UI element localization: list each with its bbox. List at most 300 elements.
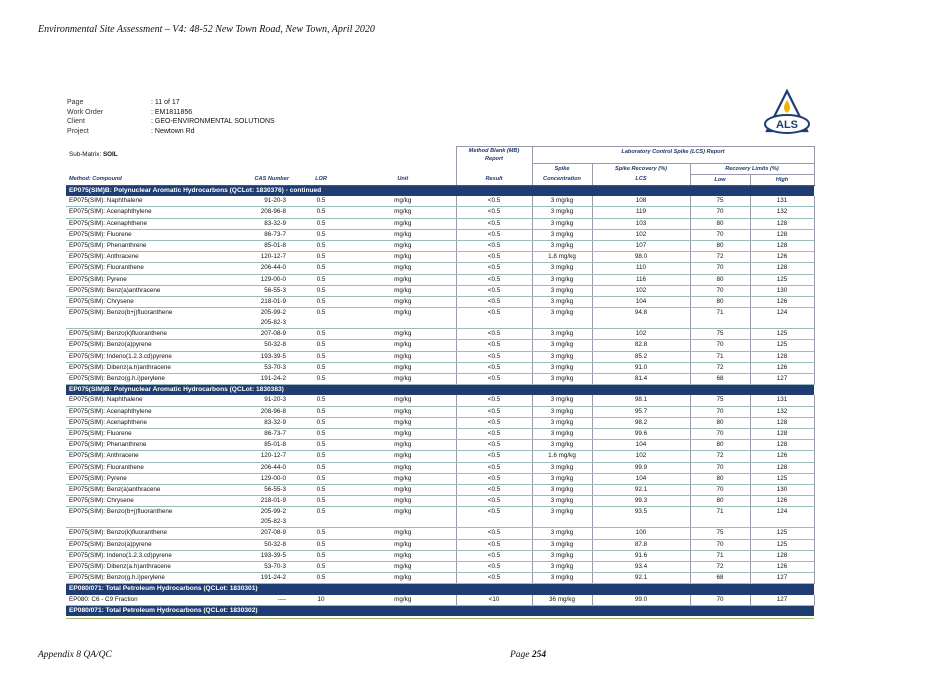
cas-number: 129-00-0 [260, 275, 286, 283]
result-cell: <0.5 [456, 263, 532, 274]
compound-cell: EP075(SIM): Naphthalene [66, 196, 236, 207]
high-cell: 130 [750, 484, 814, 495]
lcs-cell: 104 [592, 440, 690, 451]
lor-cell: 0.5 [292, 229, 350, 240]
unit-cell: mg/kg [350, 428, 456, 439]
cas-cell [236, 308, 292, 329]
unit-cell: mg/kg [350, 573, 456, 584]
table-row [66, 263, 814, 274]
cas-cell [236, 252, 292, 263]
lor-cell: 0.5 [292, 207, 350, 218]
low-cell: 70 [690, 462, 750, 473]
table-row [66, 351, 814, 362]
concentration-cell: 36 mg/kg [532, 595, 592, 606]
concentration-cell: 3 mg/kg [532, 240, 592, 251]
compound-cell: EP075(SIM): Fluorene [66, 428, 236, 439]
result-cell: <0.5 [456, 351, 532, 362]
cas-cell [236, 451, 292, 462]
low-cell: 71 [690, 351, 750, 362]
cas-number: 56-55-3 [264, 286, 286, 294]
concentration-cell: 3 mg/kg [532, 274, 592, 285]
lor-cell: 0.5 [292, 507, 350, 528]
compound-cell: EP075(SIM): Benzo(k)fluoranthene [66, 528, 236, 539]
lor-cell: 0.5 [292, 274, 350, 285]
high-cell: 131 [750, 395, 814, 406]
low-cell: 80 [690, 417, 750, 428]
lcs-cell: 91.6 [592, 550, 690, 561]
compound-cell: EP075(SIM): Indeno(1.2.3.cd)pyrene [66, 550, 236, 561]
high-cell: 125 [750, 274, 814, 285]
section-header [66, 584, 814, 595]
report-meta [67, 98, 275, 136]
lor-cell: 0.5 [292, 252, 350, 263]
cas-number: 85-01-8 [264, 242, 286, 250]
low-cell: 70 [690, 340, 750, 351]
method-blank-header [456, 147, 532, 164]
table-row [66, 395, 814, 406]
result-cell: <0.5 [456, 484, 532, 495]
table-row [66, 406, 814, 417]
low-cell: 70 [690, 539, 750, 550]
cas-number: 207-08-9 [260, 330, 286, 338]
high-cell: 126 [750, 451, 814, 462]
result-cell: <0.5 [456, 507, 532, 528]
als-logo [762, 88, 812, 138]
table-row [66, 428, 814, 439]
low-cell: 70 [690, 263, 750, 274]
col-result: Result [456, 174, 532, 185]
sub-matrix-label: Sub-Matrix: [69, 150, 102, 158]
result-cell: <0.5 [456, 451, 532, 462]
document-header: Environmental Site Assessment – V4: 48-52 New Town Road, New Town, April 2020 [38, 24, 375, 35]
lcs-cell: 82.8 [592, 340, 690, 351]
compound-cell: EP075(SIM): Dibenz(a.h)anthracene [66, 362, 236, 373]
footer-page-number: 254 [531, 650, 547, 660]
cas-number: 91-20-3 [264, 396, 286, 404]
compound-cell: EP075(SIM): Acenaphthene [66, 218, 236, 229]
logo-text: ALS [776, 119, 798, 131]
concentration-cell: 3 mg/kg [532, 428, 592, 439]
compound-cell: EP075(SIM): Anthracene [66, 451, 236, 462]
low-cell: 70 [690, 285, 750, 296]
unit-cell: mg/kg [350, 373, 456, 384]
high-cell: 128 [750, 550, 814, 561]
cas-cell [236, 395, 292, 406]
lor-cell: 0.5 [292, 340, 350, 351]
lor-cell: 0.5 [292, 285, 350, 296]
subgroup-header-row [66, 163, 814, 174]
section-title: EP075(SIM)B: Polynuclear Aromatic Hydrocarbons (QCLot: 1830383) [66, 385, 814, 396]
lcs-cell: 92.1 [592, 484, 690, 495]
cas-number: 83-32-9 [264, 418, 286, 426]
compound-cell: EP075(SIM): Chrysene [66, 296, 236, 307]
lor-cell: 0.5 [292, 473, 350, 484]
result-cell: <0.5 [456, 528, 532, 539]
concentration-cell: 3 mg/kg [532, 550, 592, 561]
concentration-cell: 1.8 mg/kg [532, 252, 592, 263]
concentration-cell: 3 mg/kg [532, 263, 592, 274]
high-cell: 127 [750, 573, 814, 584]
unit-cell: mg/kg [350, 274, 456, 285]
low-cell: 70 [690, 484, 750, 495]
low-cell: 80 [690, 218, 750, 229]
table-row [66, 274, 814, 285]
cas-number: 91-20-3 [264, 197, 286, 205]
low-cell: 75 [690, 528, 750, 539]
unit-cell: mg/kg [350, 417, 456, 428]
compound-cell: EP075(SIM): Benzo(b+j)fluoranthene [66, 308, 236, 329]
footer-divider [66, 618, 814, 619]
sub-matrix [66, 147, 236, 164]
table-row [66, 308, 814, 329]
table-row [66, 550, 814, 561]
table-row [66, 207, 814, 218]
col-low: Low [690, 174, 750, 185]
unit-cell: mg/kg [350, 496, 456, 507]
lor-cell: 0.5 [292, 218, 350, 229]
lcs-report-header: Laboratory Control Spike (LCS) Report [532, 147, 814, 164]
high-cell: 128 [750, 240, 814, 251]
low-cell: 70 [690, 229, 750, 240]
cas-number: 206-44-0 [260, 264, 286, 272]
result-cell: <0.5 [456, 539, 532, 550]
footer-page-label: Page [510, 650, 530, 660]
footer-page [510, 650, 546, 660]
concentration-cell: 3 mg/kg [532, 496, 592, 507]
lcs-cell: 95.7 [592, 406, 690, 417]
cas-cell [236, 207, 292, 218]
cas-number: 218-01-9 [260, 298, 286, 306]
compound-cell: EP075(SIM): Fluoranthene [66, 462, 236, 473]
unit-cell: mg/kg [350, 395, 456, 406]
lor-cell: 0.5 [292, 240, 350, 251]
high-cell: 128 [750, 351, 814, 362]
table-row [66, 562, 814, 573]
concentration-cell: 3 mg/kg [532, 462, 592, 473]
cas-cell [236, 285, 292, 296]
group-header-row [66, 147, 814, 164]
section-header [66, 385, 814, 396]
unit-cell: mg/kg [350, 451, 456, 462]
lcs-cell: 108 [592, 196, 690, 207]
unit-cell: mg/kg [350, 263, 456, 274]
lcs-cell: 93.4 [592, 562, 690, 573]
low-cell: 68 [690, 373, 750, 384]
unit-cell: mg/kg [350, 440, 456, 451]
concentration-cell: 1.6 mg/kg [532, 451, 592, 462]
table-row [66, 496, 814, 507]
meta-value: : EM1811856 [151, 108, 193, 116]
low-cell: 68 [690, 573, 750, 584]
cas-number: 191-24-2 [260, 574, 286, 582]
low-cell: 80 [690, 440, 750, 451]
cas-number: 120-12-7 [260, 253, 286, 261]
lcs-cell: 98.0 [592, 252, 690, 263]
meta-key: Work Order [67, 108, 104, 116]
cas-number: 218-01-9 [260, 497, 286, 505]
lcs-cell: 85.2 [592, 351, 690, 362]
low-cell: 80 [690, 274, 750, 285]
concentration-cell: 3 mg/kg [532, 296, 592, 307]
compound-cell: EP075(SIM): Benzo(a)pyrene [66, 539, 236, 550]
unit-cell: mg/kg [350, 218, 456, 229]
compound-cell: EP075(SIM): Naphthalene [66, 395, 236, 406]
meta-key: Project [67, 127, 89, 135]
lcs-cell: 98.1 [592, 395, 690, 406]
low-cell: 80 [690, 473, 750, 484]
compound-cell: EP075(SIM): Chrysene [66, 496, 236, 507]
concentration-cell: 3 mg/kg [532, 373, 592, 384]
cas-number: 53-70-3 [264, 363, 286, 371]
compound-cell: EP075(SIM): Acenaphthylene [66, 406, 236, 417]
concentration-cell: 3 mg/kg [532, 308, 592, 329]
lcs-cell: 102 [592, 329, 690, 340]
unit-cell: mg/kg [350, 296, 456, 307]
col-concentration: Concentration [532, 174, 592, 185]
method-blank-report: Report [484, 156, 504, 162]
high-cell: 130 [750, 285, 814, 296]
cas-cell [236, 539, 292, 550]
lcs-cell: 103 [592, 218, 690, 229]
lcs-cell: 92.1 [592, 573, 690, 584]
cas-cell [236, 296, 292, 307]
result-cell: <0.5 [456, 308, 532, 329]
meta-work-order [67, 108, 275, 118]
high-cell: 127 [750, 595, 814, 606]
cas-cell [236, 595, 292, 606]
compound-cell: EP075(SIM): Acenaphthylene [66, 207, 236, 218]
cas-cell [236, 462, 292, 473]
unit-cell: mg/kg [350, 340, 456, 351]
cas-number: 207-08-9 [260, 529, 286, 537]
compound-cell: EP075(SIM): Benzo(b+j)fluoranthene [66, 507, 236, 528]
cas-cell [236, 373, 292, 384]
unit-cell: mg/kg [350, 406, 456, 417]
compound-cell: EP075(SIM): Anthracene [66, 252, 236, 263]
high-cell: 132 [750, 406, 814, 417]
compound-cell: EP075(SIM): Benzo(g.h.i)perylene [66, 573, 236, 584]
result-cell: <0.5 [456, 406, 532, 417]
table-row [66, 440, 814, 451]
cas-number-secondary: 205-82-3 [260, 518, 286, 526]
unit-cell: mg/kg [350, 484, 456, 495]
high-cell: 126 [750, 296, 814, 307]
low-cell: 72 [690, 252, 750, 263]
table-row [66, 252, 814, 263]
high-cell: 126 [750, 252, 814, 263]
concentration-cell: 3 mg/kg [532, 285, 592, 296]
lor-cell: 0.5 [292, 362, 350, 373]
result-cell: <0.5 [456, 329, 532, 340]
footer-appendix: Appendix 8 QA/QC [38, 650, 112, 660]
concentration-cell: 3 mg/kg [532, 562, 592, 573]
lor-cell: 0.5 [292, 373, 350, 384]
result-cell: <0.5 [456, 274, 532, 285]
high-cell: 127 [750, 373, 814, 384]
concentration-cell: 3 mg/kg [532, 196, 592, 207]
lcs-cell: 98.2 [592, 417, 690, 428]
concentration-cell: 3 mg/kg [532, 229, 592, 240]
unit-cell: mg/kg [350, 562, 456, 573]
result-cell: <0.5 [456, 440, 532, 451]
compound-cell: EP075(SIM): Benzo(k)fluoranthene [66, 329, 236, 340]
compound-cell: EP075(SIM): Phenanthrene [66, 240, 236, 251]
table-row [66, 296, 814, 307]
lcs-cell: 102 [592, 229, 690, 240]
unit-cell: mg/kg [350, 528, 456, 539]
compound-cell: EP075(SIM): Indeno(1.2.3.cd)pyrene [66, 351, 236, 362]
compound-cell: EP075(SIM): Benzo(g.h.i)perylene [66, 373, 236, 384]
lcs-cell: 99.3 [592, 496, 690, 507]
high-cell: 132 [750, 207, 814, 218]
unit-cell: mg/kg [350, 473, 456, 484]
result-cell: <0.5 [456, 395, 532, 406]
concentration-cell: 3 mg/kg [532, 362, 592, 373]
low-cell: 70 [690, 595, 750, 606]
cas-number: 86-73-7 [264, 430, 286, 438]
unit-cell: mg/kg [350, 462, 456, 473]
lor-cell: 0.5 [292, 196, 350, 207]
cas-cell [236, 428, 292, 439]
table-row [66, 462, 814, 473]
table-row [66, 595, 814, 606]
lor-cell: 0.5 [292, 528, 350, 539]
col-high: High [750, 174, 814, 185]
cas-number: 86-73-7 [264, 230, 286, 238]
cas-number: 193-39-5 [260, 551, 286, 559]
result-cell: <0.5 [456, 496, 532, 507]
lcs-cell: 104 [592, 473, 690, 484]
concentration-cell: 3 mg/kg [532, 340, 592, 351]
cas-number-secondary: 205-82-3 [260, 319, 286, 327]
compound-cell: EP075(SIM): Dibenz(a.h)anthracene [66, 562, 236, 573]
high-cell: 125 [750, 539, 814, 550]
col-lcs: LCS [592, 174, 690, 185]
low-cell: 71 [690, 550, 750, 561]
table-row [66, 229, 814, 240]
unit-cell: mg/kg [350, 196, 456, 207]
cas-cell [236, 351, 292, 362]
cas-cell [236, 573, 292, 584]
lor-cell: 0.5 [292, 550, 350, 561]
table-row [66, 484, 814, 495]
cas-cell [236, 196, 292, 207]
concentration-cell: 3 mg/kg [532, 329, 592, 340]
unit-cell: mg/kg [350, 252, 456, 263]
cas-number: 205-99-2 [260, 508, 286, 516]
high-cell: 126 [750, 362, 814, 373]
high-cell: 128 [750, 462, 814, 473]
table-row [66, 539, 814, 550]
concentration-cell: 3 mg/kg [532, 484, 592, 495]
low-cell: 80 [690, 496, 750, 507]
concentration-cell: 3 mg/kg [532, 473, 592, 484]
table-row [66, 329, 814, 340]
low-cell: 71 [690, 507, 750, 528]
cas-number: ---- [277, 595, 286, 603]
high-cell: 124 [750, 308, 814, 329]
high-cell: 125 [750, 528, 814, 539]
lor-cell: 0.5 [292, 296, 350, 307]
compound-cell: EP075(SIM): Fluoranthene [66, 263, 236, 274]
cas-cell [236, 362, 292, 373]
meta-key: Page [67, 99, 84, 106]
result-cell: <0.5 [456, 562, 532, 573]
section-header [66, 605, 814, 616]
cas-number: 206-44-0 [260, 463, 286, 471]
unit-cell: mg/kg [350, 351, 456, 362]
result-cell: <0.5 [456, 207, 532, 218]
lcs-cell: 99.0 [592, 595, 690, 606]
concentration-cell: 3 mg/kg [532, 573, 592, 584]
table-row [66, 473, 814, 484]
cas-cell [236, 417, 292, 428]
low-cell: 72 [690, 451, 750, 462]
meta-key: Client [67, 118, 85, 126]
compound-cell: EP075(SIM): Phenanthrene [66, 440, 236, 451]
cas-cell [236, 440, 292, 451]
lcs-cell: 116 [592, 274, 690, 285]
method-blank-title: Method Blank (MB) [468, 148, 520, 154]
unit-cell: mg/kg [350, 362, 456, 373]
compound-cell: EP075(SIM): Pyrene [66, 274, 236, 285]
section-header [66, 185, 814, 196]
high-cell: 128 [750, 218, 814, 229]
cas-number: 83-32-9 [264, 219, 286, 227]
meta-client [67, 117, 275, 127]
cas-number: 50-32-8 [264, 341, 286, 349]
lor-cell: 0.5 [292, 417, 350, 428]
high-cell: 125 [750, 329, 814, 340]
table-row [66, 417, 814, 428]
cas-cell [236, 263, 292, 274]
lcs-cell: 94.8 [592, 308, 690, 329]
result-cell: <0.5 [456, 340, 532, 351]
table-row [66, 507, 814, 528]
unit-cell: mg/kg [350, 308, 456, 329]
unit-cell: mg/kg [350, 285, 456, 296]
low-cell: 80 [690, 296, 750, 307]
lor-cell: 0.5 [292, 562, 350, 573]
high-cell: 125 [750, 340, 814, 351]
lor-cell: 0.5 [292, 440, 350, 451]
meta-project [67, 127, 275, 137]
compound-cell: EP080: C6 - C9 Fraction [66, 595, 236, 606]
spike-recovery-header: Spike Recovery (%) [592, 163, 690, 174]
lcs-cell: 102 [592, 451, 690, 462]
meta-page [67, 98, 275, 108]
lor-cell: 0.5 [292, 484, 350, 495]
concentration-cell: 3 mg/kg [532, 539, 592, 550]
table-row [66, 218, 814, 229]
cas-cell [236, 240, 292, 251]
concentration-cell: 3 mg/kg [532, 406, 592, 417]
low-cell: 72 [690, 562, 750, 573]
result-cell: <0.5 [456, 285, 532, 296]
concentration-cell: 3 mg/kg [532, 440, 592, 451]
low-cell: 80 [690, 240, 750, 251]
concentration-cell: 3 mg/kg [532, 417, 592, 428]
cas-cell [236, 496, 292, 507]
cas-cell [236, 528, 292, 539]
cas-cell [236, 274, 292, 285]
high-cell: 124 [750, 507, 814, 528]
cas-number: 208-96-8 [260, 208, 286, 216]
high-cell: 128 [750, 263, 814, 274]
result-cell: <0.5 [456, 428, 532, 439]
cas-number: 53-70-3 [264, 563, 286, 571]
column-header-row [66, 174, 814, 185]
